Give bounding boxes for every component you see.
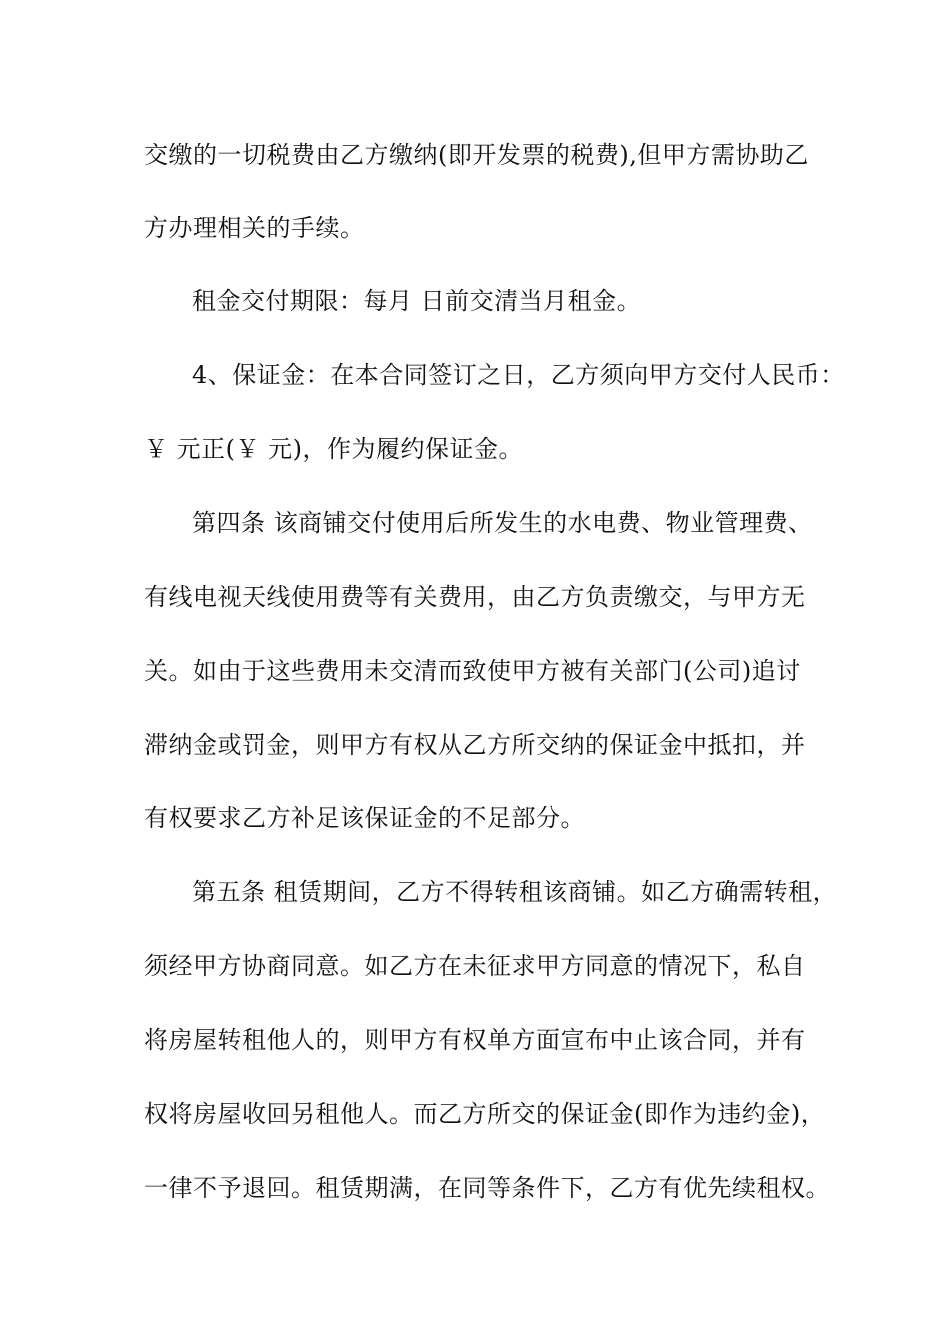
text-line-11: 第五条 租赁期间，乙方不得转租该商铺。如乙方确需转租，: [192, 878, 838, 906]
text-line-5: ￥ 元正(￥ 元)，作为履约保证金。: [144, 435, 523, 463]
text-line-8: 关。如由于这些费用未交清而致使甲方被有关部门(公司)追讨: [144, 657, 801, 685]
text-line-9: 滞纳金或罚金，则甲方有权从乙方所交纳的保证金中抵扣，并: [144, 731, 806, 759]
text-line-7: 有线电视天线使用费等有关费用，由乙方负责缴交，与甲方无: [144, 583, 806, 611]
text-line-6: 第四条 该商铺交付使用后所发生的水电费、物业管理费、: [192, 509, 813, 537]
text-line-1: 交缴的一切税费由乙方缴纳(即开发票的税费),但甲方需协助乙: [144, 141, 809, 169]
text-line-13: 将房屋转租他人的，则甲方有权单方面宣布中止该合同，并有: [144, 1026, 806, 1054]
text-line-3: 租金交付期限：每月 日前交清当月租金。: [192, 287, 642, 315]
text-line-4: 4、保证金：在本合同签订之日，乙方须向甲方交付人民币：: [192, 361, 845, 389]
text-line-14: 权将房屋收回另租他人。而乙方所交的保证金(即作为违约金)，: [144, 1100, 826, 1128]
text-line-10: 有权要求乙方补足该保证金的不足部分。: [144, 804, 585, 832]
text-line-12: 须经甲方协商同意。如乙方在未征求甲方同意的情况下，私自: [144, 952, 806, 980]
text-line-2: 方办理相关的手续。: [144, 214, 365, 242]
text-line-15: 一律不予退回。租赁期满，在同等条件下，乙方有优先续租权。: [144, 1174, 830, 1202]
